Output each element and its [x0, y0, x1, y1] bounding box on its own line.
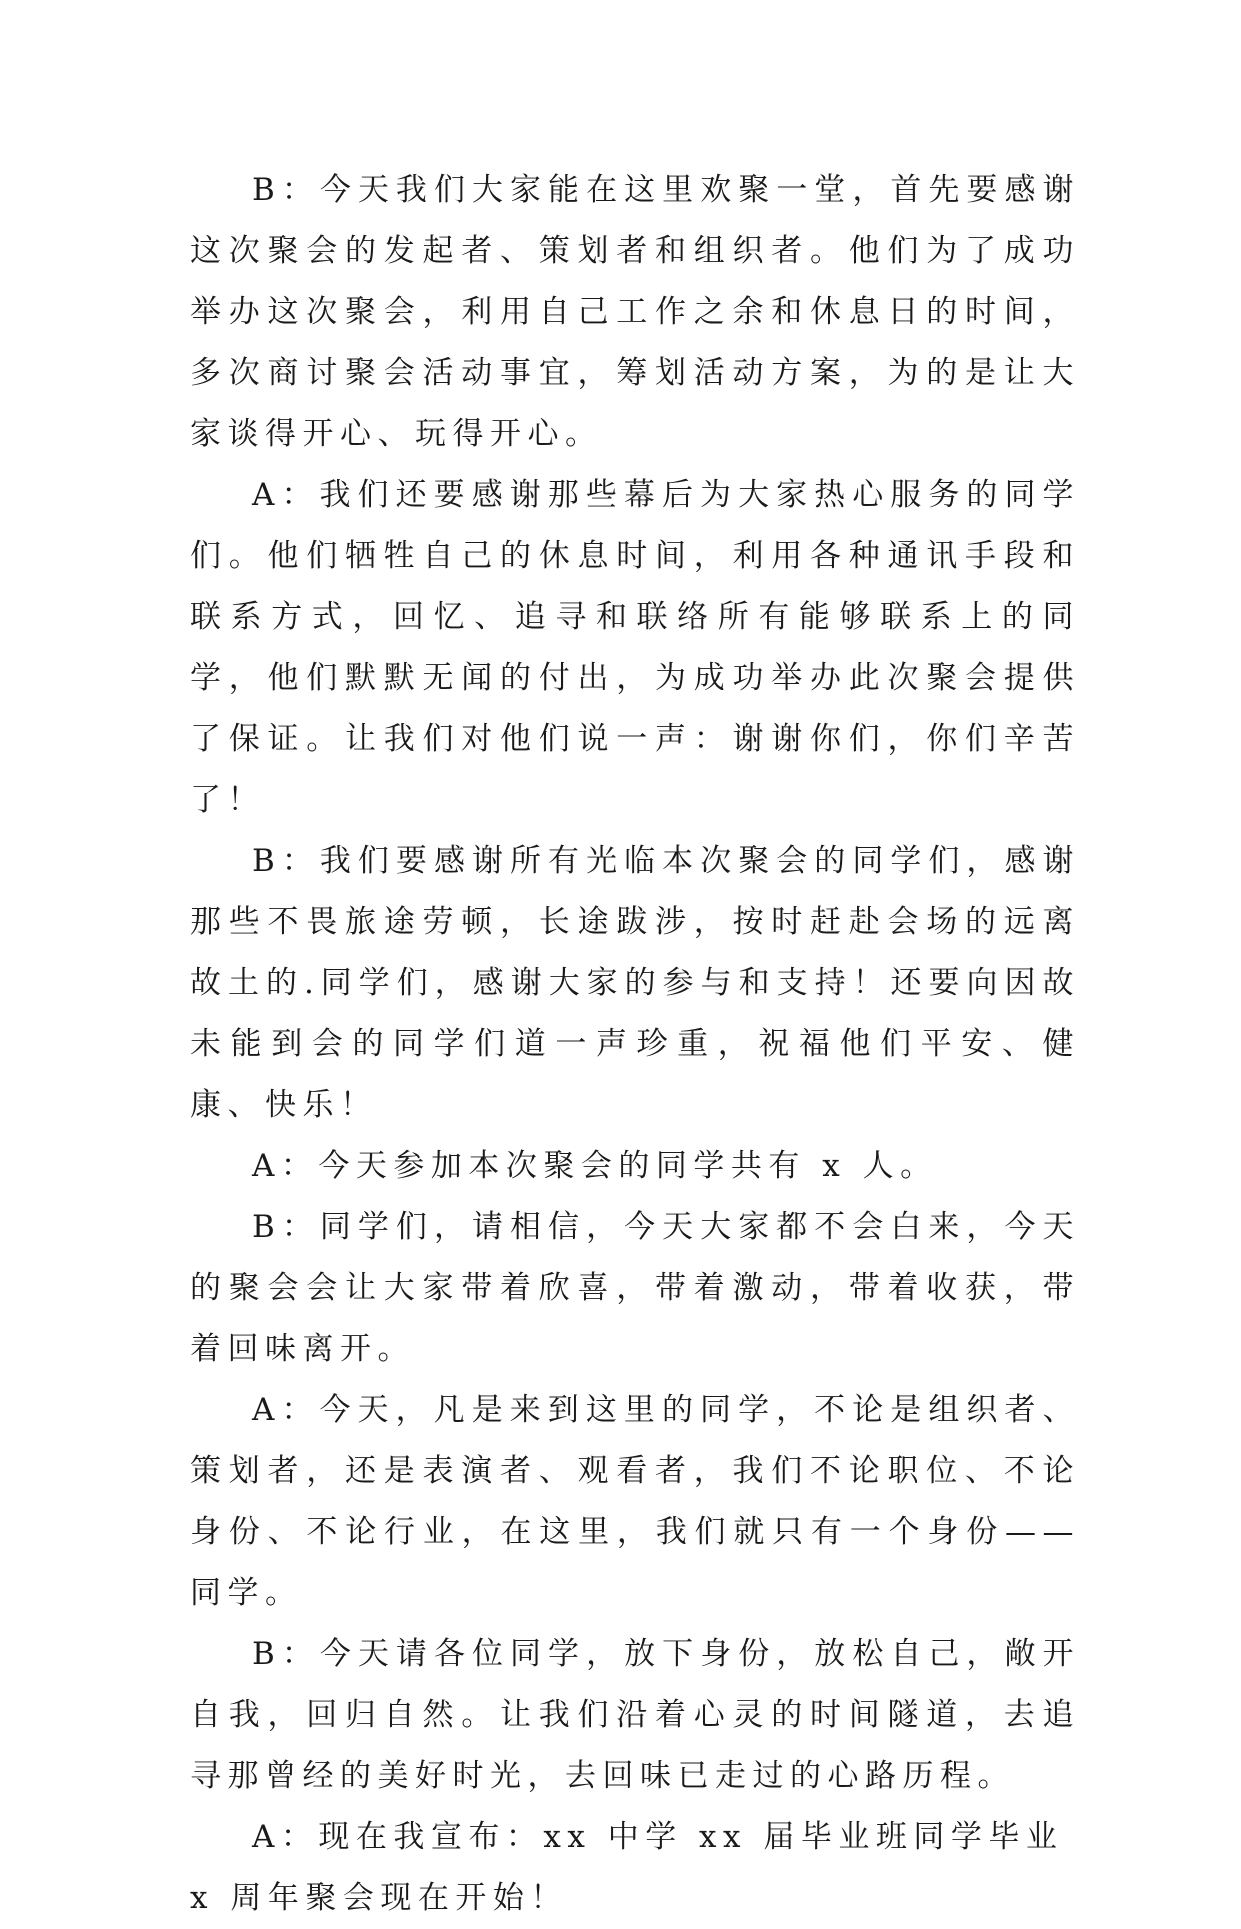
- paragraph-2: A：我们还要感谢那些幕后为大家热心服务的同学们。他们牺牲自己的休息时间，利用各种通讯手段和联系方式，回忆、追寻和联络所有能够联系上的同学，他们默默无闻的付出，为成功举办此次聚会提供了保证。让我们对他们说一声：谢谢你们，你们辛苦了！: [190, 477, 1080, 818]
- paragraph-3: B：我们要感谢所有光临本次聚会的同学们，感谢那些不畏旅途劳顿，长途跋涉，按时赶赴会场的远离故土的.同学们，感谢大家的参与和支持！还要向因故未能到会的同学们道一声珍重，祝福他们平安、健康、快乐！: [190, 843, 1080, 1123]
- paragraph-8: A：现在我宣布：xx 中学 xx 届毕业班同学毕业 x 周年聚会现在开始！: [190, 1819, 1064, 1916]
- paragraph-6: A：今天，凡是来到这里的同学，不论是组织者、策划者，还是表演者、观看者，我们不论职位、不论身份、不论行业，在这里，我们就只有一个身份——同学。: [190, 1392, 1080, 1611]
- document-body: [190, 160, 1080, 1929]
- paragraph-4: A：今天参加本次聚会的同学共有 x 人。: [252, 1148, 938, 1184]
- paragraph-7: B：今天请各位同学，放下身份，放松自己，敞开自我，回归自然。让我们沿着心灵的时间隧道，去追寻那曾经的美好时光，去回味已走过的心路历程。: [190, 1636, 1080, 1794]
- paragraph-5: B：同学们，请相信，今天大家都不会白来，今天的聚会会让大家带着欣喜，带着激动，带着收获，带着回味离开。: [190, 1209, 1080, 1367]
- paragraph-1: B：今天我们大家能在这里欢聚一堂，首先要感谢这次聚会的发起者、策划者和组织者。他们为了成功举办这次聚会，利用自己工作之余和休息日的时间，多次商讨聚会活动事宜，筹划活动方案，为的是让大家谈得开心、玩得开心。: [190, 172, 1080, 452]
